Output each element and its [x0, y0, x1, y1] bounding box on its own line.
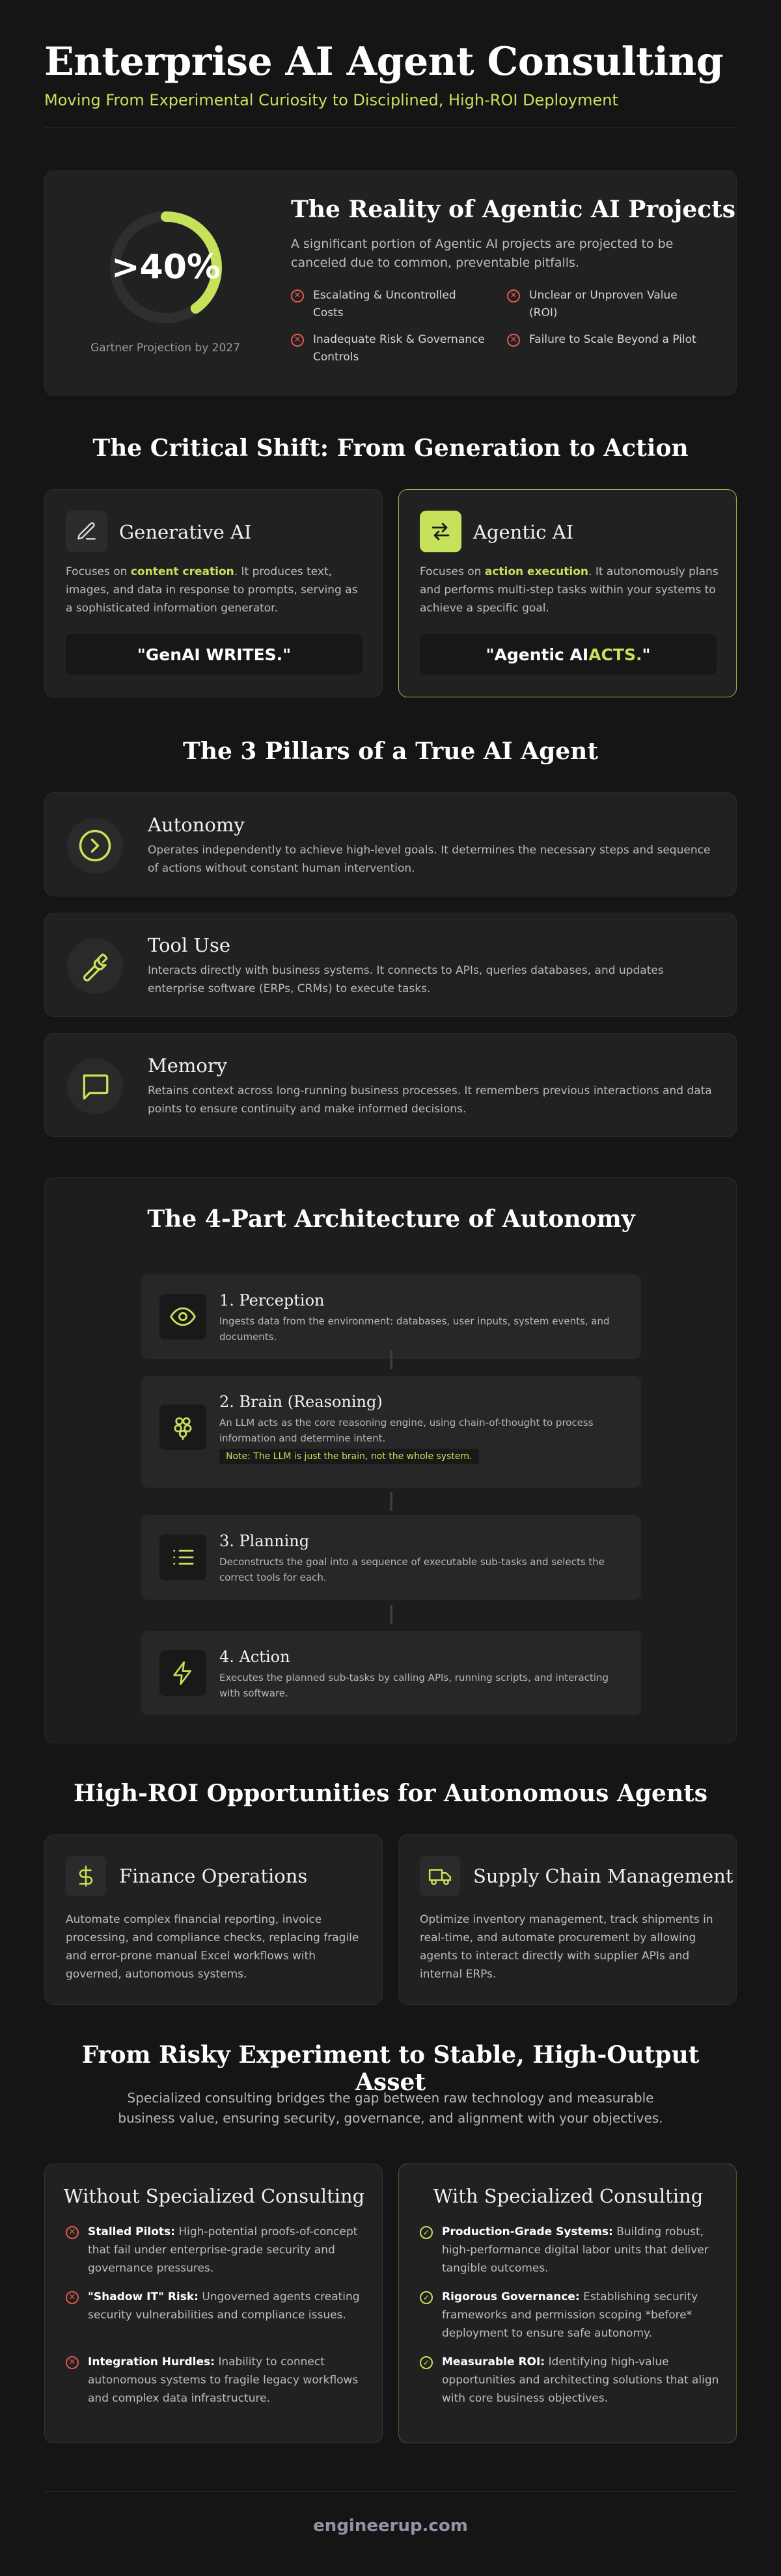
divider — [44, 2491, 737, 2492]
reality-description: A significant portion of Agentic AI projects are projected to be canceled due to common, preventable pitfalls. — [291, 237, 674, 270]
architecture-title: The 4-Part Architecture of Autonomy — [147, 1205, 635, 1233]
header — [44, 39, 737, 109]
divider — [44, 127, 737, 128]
step-title: 2. Brain (Reasoning) — [219, 1393, 383, 1411]
dollar-icon — [66, 1856, 106, 1896]
with-consulting-card — [398, 2164, 737, 2443]
wrench-icon — [67, 938, 123, 994]
agentic-ai-card — [398, 489, 737, 697]
pillar-title: Memory — [148, 1054, 228, 1077]
x-icon: ✕ — [291, 289, 304, 302]
check-icon: ✓ — [420, 2291, 433, 2304]
x-icon: ✕ — [66, 2356, 79, 2369]
eye-icon — [159, 1294, 206, 1339]
risk-item: ✕ Inadequate Risk & Governance Controls — [291, 331, 486, 366]
with-item: ✓ Production-Grade Systems: Building robust, high-performance digital labor units that deliver tangible outcomes. — [420, 2223, 719, 2277]
without-consulting-title: Without Specialized Consulting — [63, 2185, 365, 2207]
risk-item: ✕ Failure to Scale Beyond a Pilot — [507, 331, 702, 349]
x-icon: ✕ — [507, 334, 520, 347]
chat-bubble-icon — [67, 1058, 123, 1114]
arrows-exchange-icon — [420, 511, 461, 552]
architecture-section — [44, 1177, 737, 1743]
x-icon: ✕ — [291, 334, 304, 347]
roi-description: Optimize inventory management, track shipments in real-time, and automate procurement by allowing agents to interact directly with supplier APIs and internal ERPs. — [420, 1913, 713, 1981]
check-icon: ✓ — [420, 2356, 433, 2369]
architecture-step-perception — [141, 1274, 641, 1359]
x-icon: ✕ — [66, 2291, 79, 2304]
reality-title: The Reality of Agentic AI Projects — [291, 196, 736, 223]
risky-title: From Risky Experiment to Stable, High-Output Asset — [81, 2041, 700, 2096]
roi-title: High-ROI Opportunities for Autonomous Agents — [73, 1780, 708, 1807]
pillar-title: Tool Use — [148, 934, 230, 956]
step-connector — [390, 1605, 392, 1624]
x-icon: ✕ — [66, 2226, 79, 2239]
chevron-right-circle-icon — [67, 818, 123, 874]
agentic-ai-quote: "Agentic AI ACTS. " — [420, 634, 717, 675]
footer-link[interactable]: engineerup.com — [313, 2516, 468, 2536]
generative-ai-quote: "GenAI WRITES." — [66, 634, 363, 675]
step-title: 3. Planning — [219, 1532, 310, 1550]
list-icon — [159, 1535, 206, 1580]
stat-caption: Gartner Projection by 2027 — [90, 342, 240, 355]
pillar-tool-use — [44, 913, 737, 1017]
step-title: 1. Perception — [219, 1291, 325, 1309]
lightning-icon — [159, 1650, 206, 1696]
without-consulting-card — [44, 2164, 383, 2443]
architecture-step-action — [141, 1631, 641, 1715]
architecture-step-planning — [141, 1515, 641, 1600]
with-consulting-title: With Specialized Consulting — [433, 2185, 704, 2207]
generative-ai-description: Focuses on content creation. It produces text, images, and data in response to prompts, serving as a sophisticated information generator. — [66, 565, 358, 615]
roi-description: Automate complex financial reporting, invoice processing, and compliance checks, replacing fragile and error-prone manual Excel workflows with governed, autonomous systems. — [66, 1913, 359, 1981]
check-icon: ✓ — [420, 2226, 433, 2239]
risk-item: ✕ Escalating & Uncontrolled Costs — [291, 287, 486, 322]
step-description: Executes the planned sub-tasks by calling APIs, running scripts, and interacting with software. — [219, 1672, 609, 1699]
pillar-title: Autonomy — [148, 814, 245, 836]
shift-title: The Critical Shift: From Generation to Action — [92, 435, 689, 462]
page-subtitle: Moving From Experimental Curiosity to Disciplined, High-ROI Deployment — [44, 91, 618, 109]
pillars-title: The 3 Pillars of a True AI Agent — [183, 738, 598, 765]
pillar-description: Retains context across long-running business processes. It remembers previous interactions and data points to ensure continuity and make informed decisions. — [148, 1084, 712, 1116]
step-description: An LLM acts as the core reasoning engine, using chain-of-thought to process information and determine intent. — [219, 1417, 594, 1444]
roi-title-supply-chain: Supply Chain Management — [473, 1865, 733, 1887]
roi-finance-card — [44, 1834, 383, 2005]
pillar-memory — [44, 1033, 737, 1137]
risk-item: ✕ Unclear or Unproven Value (ROI) — [507, 287, 702, 322]
page-title: Enterprise AI Agent Consulting — [44, 39, 724, 85]
with-item: ✓ Rigorous Governance: Establishing security frameworks and permission scoping *before* deployment to ensure safe autonomy. — [420, 2288, 719, 2342]
architecture-step-brain — [141, 1376, 641, 1488]
step-connector — [390, 1350, 392, 1369]
step-note: Note: The LLM is just the brain, not the whole system. — [219, 1449, 479, 1464]
agentic-ai-description: Focuses on action execution. It autonomously plans and performs multi-step tasks within your systems to achieve a specific goal. — [420, 565, 719, 615]
brain-icon — [159, 1404, 206, 1450]
generative-ai-title: Generative AI — [119, 521, 252, 543]
without-item: ✕ Stalled Pilots: High-potential proofs-of-concept that fail under enterprise-grade security and governance pressures. — [66, 2223, 365, 2277]
step-description: Ingests data from the environment: databases, user inputs, system events, and documents. — [219, 1315, 610, 1343]
without-item: ✕ Integration Hurdles: Inability to connect autonomous systems to fragile legacy workflows and complex data infrastructure. — [66, 2353, 365, 2408]
risky-description: Specialized consulting bridges the gap between raw technology and measurable business value, ensuring security, governance, and alignment with your objectives. — [118, 2090, 663, 2126]
with-item: ✓ Measurable ROI: Identifying high-value opportunities and architecting solutions that align with core business objectives. — [420, 2353, 719, 2408]
pillar-description: Interacts directly with business systems. It connects to APIs, queries databases, and updates enterprise software (ERPs, CRMs) to execute tasks. — [148, 964, 664, 995]
roi-title-finance: Finance Operations — [119, 1865, 308, 1887]
step-description: Deconstructs the goal into a sequence of executable sub-tasks and selects the correct tools for each. — [219, 1556, 605, 1583]
pencil-icon — [66, 511, 107, 552]
agentic-ai-title: Agentic AI — [473, 521, 574, 543]
truck-icon — [420, 1856, 460, 1896]
generative-ai-card — [44, 489, 383, 697]
roi-supply-chain-card — [398, 1834, 737, 2005]
without-item: ✕ "Shadow IT" Risk: Ungoverned agents creating security vulnerabilities and compliance issues. — [66, 2288, 365, 2324]
pillar-autonomy — [44, 792, 737, 896]
reality-card — [44, 170, 737, 396]
pillar-description: Operates independently to achieve high-level goals. It determines the necessary steps and sequence of actions without constant human intervention. — [148, 844, 711, 875]
x-icon: ✕ — [507, 289, 520, 302]
stat-value: >40% — [111, 248, 221, 287]
step-title: 4. Action — [219, 1648, 290, 1666]
step-connector — [390, 1492, 392, 1511]
